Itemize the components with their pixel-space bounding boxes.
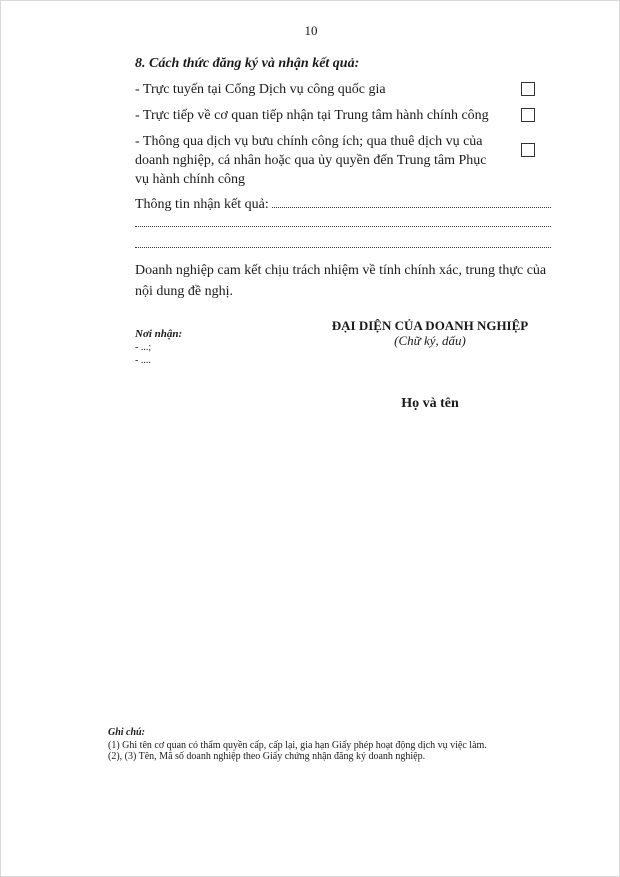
note-line: (1) Ghi tên cơ quan có thẩm quyền cấp, cấp lại, gia hạn Giấy phép hoạt động dịch vụ việc làm.	[108, 740, 487, 751]
name-label: Họ và tên	[401, 396, 459, 411]
dotted-line	[135, 226, 551, 227]
dotted-line	[135, 247, 551, 248]
page-number: 10	[304, 23, 318, 38]
representative-title: ĐẠI DIỆN CỦA DOANH NGHIỆP	[331, 318, 529, 333]
result-info-field[interactable]	[135, 195, 551, 213]
option-online-checkbox[interactable]	[521, 82, 535, 96]
option-direct-label: - Trực tiếp về cơ quan tiếp nhận tại Trung tâm hành chính công	[135, 108, 489, 123]
option-postal-label: - Thông qua dịch vụ bưu chính công ích; qua thuê dịch vụ của doanh nghiệp, cá nhân hoặc qua ủy quyền đến Trung tâm Phục vụ hành chính công	[135, 134, 487, 187]
option-direct-checkbox[interactable]	[521, 108, 535, 122]
representative-subtitle: (Chữ ký, dấu)	[394, 333, 466, 348]
recipient-item: - ...;	[135, 342, 152, 353]
note-line: (2), (3) Tên, Mã số doanh nghiệp theo Giấy chứng nhận đăng ký doanh nghiệp.	[108, 751, 426, 762]
recipients-title: Nơi nhận:	[135, 328, 183, 340]
section-title: 8. Cách thức đăng ký và nhận kết quả:	[135, 56, 360, 71]
notes-title: Ghi chú:	[108, 727, 145, 738]
result-info-label: Thông tin nhận kết quả:	[135, 197, 269, 212]
recipient-item: - ....	[135, 355, 151, 366]
commitment-text: Doanh nghiệp cam kết chịu trách nhiệm về tính chính xác, trung thực của nội dung đề nghị.	[135, 263, 547, 299]
option-postal-checkbox[interactable]	[521, 143, 535, 157]
option-online-label: - Trực tuyến tại Cổng Dịch vụ công quốc gia	[135, 82, 386, 97]
result-info-dotted-line	[272, 195, 551, 208]
